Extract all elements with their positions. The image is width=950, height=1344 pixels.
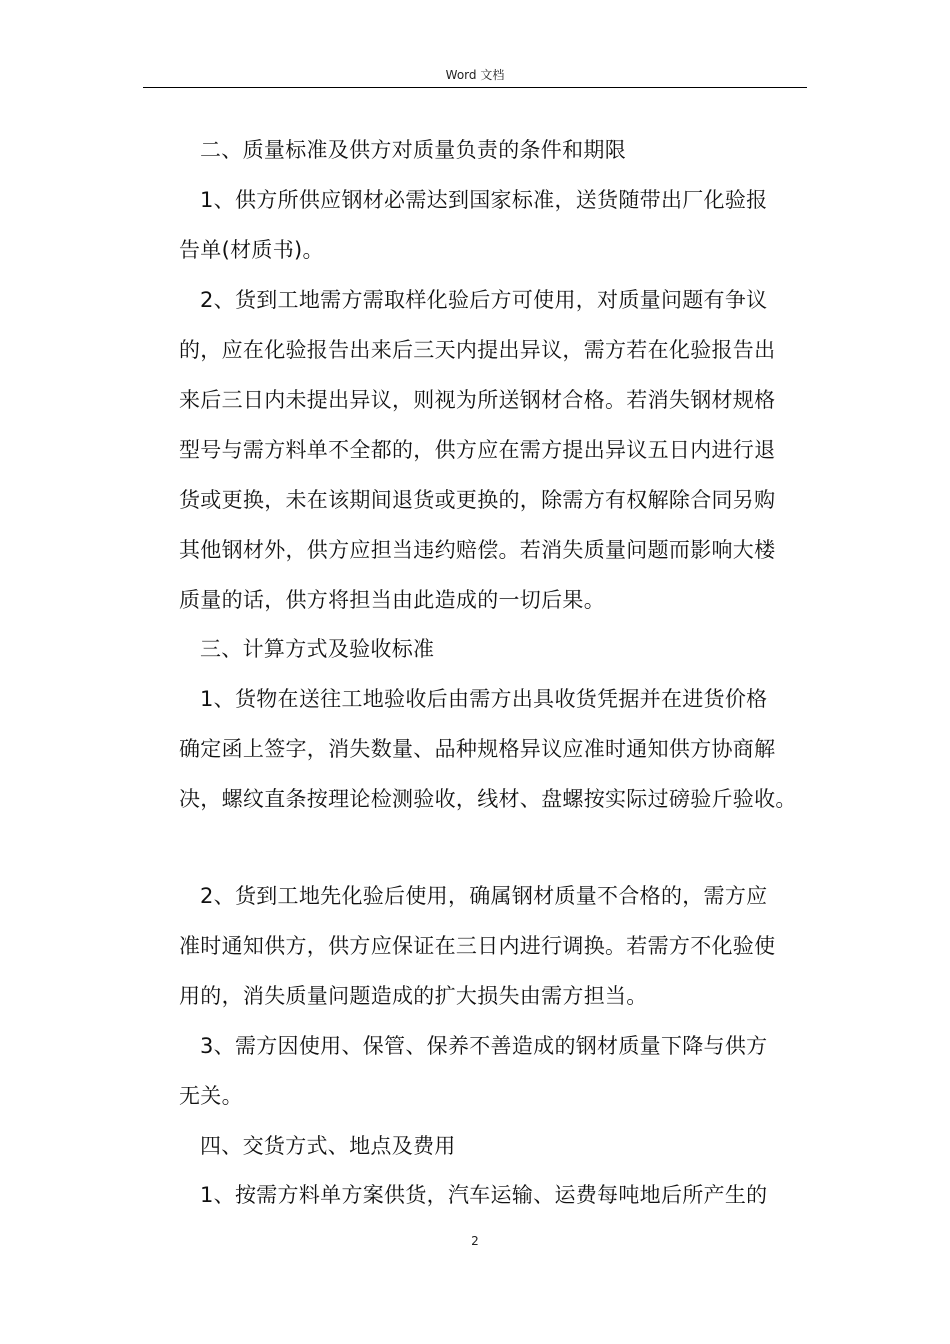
paragraph-line: 用的，消失质量问题造成的扩大损失由需方担当。 — [179, 984, 648, 1008]
paragraph-line: 3、需方因使用、保管、保养不善造成的钢材质量下降与供方 — [200, 1034, 768, 1058]
paragraph-line: 无关。 — [179, 1084, 243, 1108]
paragraph-line: 1、货物在送往工地验收后由需方出具收货凭据并在进货价格 — [200, 687, 768, 711]
paragraph-line: 确定函上签字，消失数量、品种规格异议应准时通知供方协商解 — [179, 737, 776, 761]
section-heading-3: 三、计算方式及验收标准 — [200, 637, 435, 661]
paragraph-line: 1、供方所供应钢材必需达到国家标准，送货随带出厂化验报 — [200, 188, 768, 212]
paragraph-line: 来后三日内未提出异议，则视为所送钢材合格。若消失钢材规格 — [179, 388, 776, 412]
paragraph-line: 2、货到工地先化验后使用，确属钢材质量不合格的，需方应 — [200, 884, 768, 908]
paragraph-line: 决，螺纹直条按理论检测验收，线材、盘螺按实际过磅验斤验收。 — [179, 787, 797, 811]
paragraph-line: 货或更换，未在该期间退货或更换的，除需方有权解除合同另购 — [179, 488, 776, 512]
paragraph-line: 1、按需方料单方案供货，汽车运输、运费每吨地后所产生的 — [200, 1183, 768, 1207]
paragraph-line: 型号与需方料单不全都的，供方应在需方提出异议五日内进行退 — [179, 438, 776, 462]
paragraph-line: 2、货到工地需方需取样化验后方可使用，对质量问题有争议 — [200, 288, 768, 312]
paragraph-line: 质量的话，供方将担当由此造成的一切后果。 — [179, 588, 605, 612]
paragraph-line: 准时通知供方，供方应保证在三日内进行调换。若需方不化验使 — [179, 934, 776, 958]
page-header: Word 文档 — [445, 68, 505, 82]
section-heading-2: 二、质量标准及供方对质量负责的条件和期限 — [200, 138, 626, 162]
paragraph-line: 告单(材质书)。 — [179, 238, 324, 262]
paragraph-line: 的，应在化验报告出来后三天内提出异议，需方若在化验报告出 — [179, 338, 776, 362]
paragraph-line: 其他钢材外，供方应担当违约赔偿。若消失质量问题而影响大楼 — [179, 538, 776, 562]
section-heading-4: 四、交货方式、地点及费用 — [200, 1134, 456, 1158]
page-number: 2 — [471, 1234, 479, 1248]
